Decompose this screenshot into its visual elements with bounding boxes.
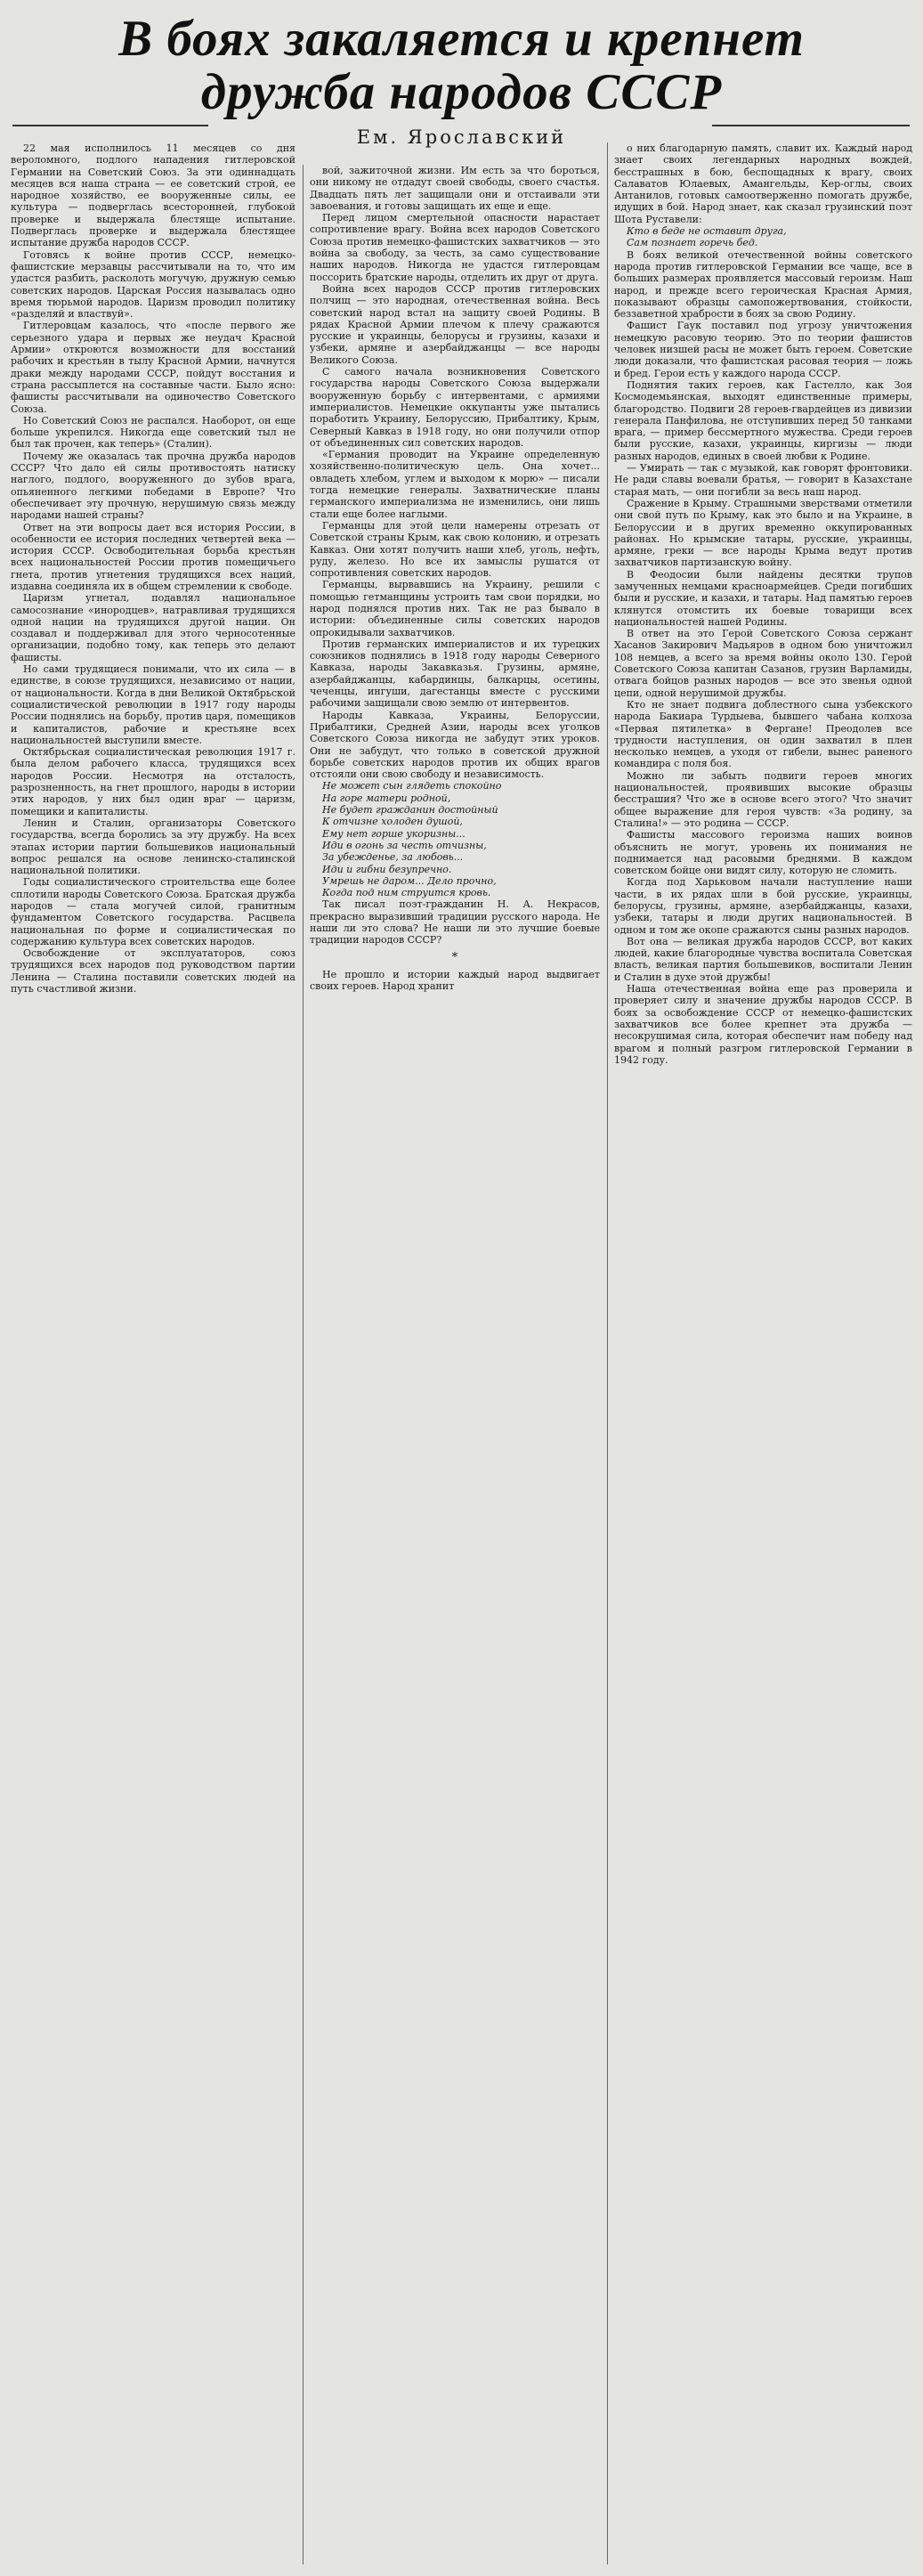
col1-paragraph: Октябрьская социалистическая революция 1917 г. была делом рабочего класса, трудящихся всех народов России. Несмотря на отсталость, разрозненность, на гнет прошлого, народы в истории этих народов, у них был один враг — царизм, помещики и капиталисты.	[11, 746, 296, 817]
article-column-3	[614, 142, 912, 2564]
col3-paragraph: В боях великой отечественной войны советского народа против гитлеровской Германии все чаще, все в больших размерах проявляется массовый героизм. Наш народ, и прежде всего героическая Красная Армия, показывают образцы самопожертвования, стойкости, беззаветной храбрости в боях за свою Родину.	[614, 248, 912, 321]
col2-paragraph: Ему нет горше укоризны...	[322, 827, 466, 840]
col3-paragraph: Фашист Гаук поставил под угрозу уничтожения немецкую расовую теорию. Это по теории фашистов человек низшей расы не может быть героем. Советские люди доказали, что фашистская расовая теория — ложь и бред. Герои есть у каждого народа СССР.	[614, 320, 912, 379]
col2-paragraph: За убежденье, за любовь...	[322, 851, 464, 864]
col2-paragraph: Так писал поэт-гражданин Н. А. Некрасов, прекрасно выразивший традиции русского народа. Не наши ли это слова? Не наши ли это лучшие боевые традиции народов СССР?	[310, 898, 600, 947]
col3-paragraph: Кто в беде не оставит друга,	[627, 225, 787, 238]
col2-paragraph: С самого начала возникновения Советского государства народы Советского Союза выдержали вооруженную борьбу с интервентами, с армиями империалистов. Немецкие оккупанты уже пытались поработить Украину, Белоруссию, Прибалтику, Крым, Северный Кавказ в 1918 году, но они получили отпор от объединенных сил советских народов.	[310, 366, 600, 449]
col3-paragraph: Сражение в Крыму. Страшными зверствами отметили они свой путь по Крыму, как это было и на Украине, в Белоруссии и в других временно оккупированных районах. Но крымские татары, русские, украинцы, армяне, греки — все народы Крыма ведут против захватчиков партизанскую войну.	[614, 497, 912, 569]
col3-paragraph: Сам познает горечь бед.	[627, 237, 758, 249]
headline-line-1: В боях закаляется и крепнет	[118, 11, 805, 67]
article-column-1	[11, 142, 296, 2564]
col3-paragraph: Когда под Харьковом начали наступление наши части, в их рядах шли в бой русские, украинцы, белорусы, грузины, армяне, азербайджанцы, казахи, узбеки, татары и люди других национальностей. В одном и том же окопе сражаются сыны разных народов.	[614, 876, 912, 936]
col1-paragraph: Но Советский Союз не распался. Наоборот, он еще больше укрепился. Никогда еще советский тыл не был так прочен, как теперь» (Сталин).	[11, 414, 296, 451]
headline-line-2: дружба народов СССР	[200, 64, 723, 120]
col2-paragraph: Перед лицом смертельной опасности нарастает сопротивление врагу. Война всех народов Советского Союза против немецко-фашистских захватчиков — это война за свободу, за честь, за само существование наших народов. Никогда не удастся гитлеровцам поссорить братские народы, отделить их друг от друга.	[310, 212, 600, 283]
col2-paragraph: Против германских империалистов и их турецких союзников поднялись в 1918 году народы Северного Кавказа, народы Закавказья. Грузины, армяне, азербайджанцы, кабардинцы, балкарцы, осетины, чеченцы, ингуши, дагестанцы вместе с русскими рабочими защищали свою землю от интервентов.	[310, 638, 600, 710]
byline-rule-right	[712, 125, 910, 126]
col1-paragraph: Но сами трудящиеся понимали, что их сила — в единстве, в союзе трудящихся, независимо от нации, от национальности. Когда в дни Великой Октябрьской социалистической революции в 1917 году народы России поднялись на борьбу, против царя, помещиков и капиталистов, рабочие и крестьяне всех национальностей выступили вместе.	[11, 663, 296, 746]
col2-paragraph: Иди в огонь за честь отчизны,	[322, 839, 487, 851]
col2-paragraph: Германцы для этой цели намерены отрезать от Советской страны Крым, как свою колонию, и отрезать Кавказ. Они хотят получить наши хлеб, уголь, нефть, руду, железо. Но все их замыслы рушатся от сопротивления советских народов.	[310, 519, 600, 580]
col3-paragraph: о них благодарную память, славит их. Каждый народ знает своих легендарных народных вождей, бесстрашных в бою, беспощадных к врагу, своих Салаватов Юлаевых, Амангельды, Кер-оглы, своих Антанилов, готовых самоотверженно помогать дружбе, идущих в бой. Народ знает, как сказал грузинский поэт Шота Руставели:	[614, 142, 912, 225]
col2-paragraph: Иди и гибни безупречно.	[322, 863, 452, 875]
col1-paragraph: Освобождение от эксплуататоров, союз трудящихся всех народов под руководством партии Ленина — Сталина поставили советских людей на путь счастливой жизни.	[11, 947, 296, 995]
col1-paragraph: Гитлеровцам казалось, что «после первого же серьезного удара и первых же неудач Красной Армии» откроются возможности для восстаний рабочих и крестьян в тылу Красной Армии, начнутся драки между народами СССР, пойдут восстания и страна рассыплется на составные части. Было ясно: фашисты рассчитывали на одиночество Советского Союза.	[11, 320, 296, 415]
col2-paragraph: Не может сын глядеть спокойно	[322, 780, 502, 792]
col1-paragraph: Царизм угнетал, подавлял национальное самосознание «инородцев», натравливая трудящихся одной нации на трудящихся другой нации. Он создавал и поддерживал для этого черносотенные организации, подобно тому, как теперь это делают фашисты.	[11, 592, 296, 663]
author-byline: Ем. Ярославский	[356, 126, 567, 148]
column-divider	[607, 142, 608, 2564]
col3-paragraph: В ответ на это Герой Советского Союза сержант Хасанов Закирович Мадьяров в одном бою уничтожил 108 немцев, а всего за время войны около 130. Герой Советского Союза капитан Сазанов, грузин Варламиды, отвага бойцов разных народов — все это звенья одной цепи, одной нерушимой дружбы.	[614, 628, 912, 699]
column-divider	[303, 165, 304, 2564]
col1-paragraph: 22 мая исполнилось 11 месяцев со дня вероломного, подлого нападения гитлеровской Германии на Советский Союз. За эти одиннадцать месяцев вся наша страна — ее советский строй, ее народное хозяйство, ее вооруженные силы, ее культура — подверглась всесторонней, глубокой проверке и выдержала блестяще испытание. Подверглась проверке и выдержала блестящее испытание дружба народов СССР.	[11, 142, 296, 249]
col3-paragraph: Кто не знает подвига доблестного сына узбекского народа Бакиара Турдыева, бывшего чабана колхоза «Первая пятилетка» в Фергане! Преодолев все трудности наступления, он один захватил в плен несколько немцев, а уходя от гибели, вынес раненого командира с поля боя.	[614, 698, 912, 770]
col2-paragraph: Умрешь не даром... Дело прочно,	[322, 874, 497, 887]
col2-paragraph: Не прошло и истории каждый народ выдвигает своих героев. Народ хранит	[310, 968, 600, 993]
col3-paragraph: В Феодосии были найдены десятки трупов замученных немцами красноармейцев. Среди погибших были и русские, и казахи, и татары. Над памятью героев клянутся отомстить их боевые товарищи всех национальностей нашей Родины.	[614, 568, 912, 628]
col3-paragraph: Наша отечественная война еще раз проверила и проверяет силу и значение дружбы народов СССР. В боях за освобождение СССР от немецко-фашистских захватчиков все более крепнет эта дружба — несокрушимая сила, которая обеспечит нам победу над врагом и полный разгром гитлеровской Германии в 1942 году.	[614, 983, 912, 1066]
col3-paragraph: Поднятия таких героев, как Гастелло, как Зоя Космодемьянская, выходят единственные примеры, благородство. Подвиги 28 героев-гвардейцев из дивизии генерала Панфилова, не отступивших перед 50 танками врага, — пример бессмертного мужества. Среди героев были русские, казахи, украинцы, киргизы — люди разных народов, единых в своей любви к Родине.	[614, 378, 912, 462]
col2-paragraph: вой, зажиточной жизни. Им есть за что бороться, они никому не отдадут своей свободы, своего счастья. Двадцать пять лет защищали они и отстаивали эти завоевания, и готовы защищать их еще и еще.	[310, 165, 600, 212]
col1-paragraph: Годы социалистического строительства еще более сплотили народы Советского Союза. Братская дружба народов — стала могучей силой, гранитным фундаментом Советского государства. Расцвела национальная по форме и социалистическая по содержанию культура всех советских народов.	[11, 876, 296, 947]
col2-paragraph: Война всех народов СССР против гитлеровских полчищ — это народная, отечественная война. Весь советский народ встал на защиту своей Родины. В рядах Красной Армии плечом к плечу сражаются русские и украинцы, белорусы и грузины, казахи и узбеки, армяне и азербайджанцы — все народы Великого Союза.	[310, 282, 600, 366]
col3-paragraph: Вот она — великая дружба народов СССР, вот каких людей, какие благородные чувства воспитала Советская власть, великая партия большевиков, воспитали Ленин и Сталин в духе этой дружбы!	[614, 935, 912, 983]
col2-paragraph: Не будет гражданин достойный	[322, 804, 498, 817]
col1-paragraph: Готовясь к войне против СССР, немецко-фашистские мерзавцы рассчитывали на то, что им удастся разбить, расколоть могучую, дружную семью советских народов. Царская Россия называлась одно время тюрьмой народов. Царизм проводил политику «разделяй и властвуй».	[11, 248, 296, 321]
col2-paragraph: *	[451, 950, 458, 964]
col2-paragraph: «Германия проводит на Украине определенную хозяйственно-политическую цель. Она хочет... овладеть хлебом, углем и выходом к морю» — писали тогда немецкие генералы. Захватнические планы германского империализма не изменились, они лишь стали еще более наглыми.	[310, 449, 600, 520]
col1-paragraph: Ленин и Сталин, организаторы Советского государства, всегда боролись за эту дружбу. На всех этапах истории партии большевиков национальный вопрос решался на основе ленинско-сталинской национальной политики.	[11, 817, 296, 877]
article-column-2	[310, 165, 600, 2564]
col2-paragraph: На горе матери родной,	[322, 792, 451, 804]
col2-paragraph: Когда под ним струится кровь.	[322, 887, 491, 899]
col3-paragraph: Можно ли забыть подвиги героев многих национальностей, проявивших высокие образцы бесстрашия? Что же в основе всего этого? Что значит общее выражение для героя чувств: «За родину, за Сталина!» — это родина — СССР.	[614, 769, 912, 829]
col2-paragraph: К отчизне холоден душой,	[322, 816, 463, 828]
col2-paragraph: Народы Кавказа, Украины, Белоруссии, Прибалтики, Средней Азии, народы всех уголков Советского Союза никогда не забудут этих уроков. Они не забудут, что только в советской дружной борьбе советских народов против их общих врагов отстояли они свою свободу и независимость.	[310, 709, 600, 781]
col3-paragraph: Фашисты массового героизма наших воинов объяснить не могут, уровень их понимания не поднимается над расовыми бреднями. В каждом советском бойце они видят силу, которую не сломить.	[614, 829, 912, 877]
col3-paragraph: — Умирать — так с музыкой, как говорят фронтовики. Не ради славы воевали братья, — говорит в Казахстане старая мать, — они погибли за весь наш народ.	[614, 462, 912, 498]
col1-paragraph: Ответ на эти вопросы дает вся история России, в особенности ее история последних четвертей века — история СССР. Освободительная борьба крестьян всех национальностей России против помещичьего гнета, против угнетения трудящихся всех наций, издавна соединяла их в общем стремлении к свободе.	[11, 521, 296, 592]
col2-paragraph: Германцы, вырвавшись на Украину, решили с помощью гетманщины устроить там свои порядки, но народ поднялся против них. Так не раз бывало в истории: объединенные силы советских народов опрокидывали захватчиков.	[310, 579, 600, 638]
col1-paragraph: Почему же оказалась так прочна дружба народов СССР? Что дало ей силы противостоять натиску наглого, подлого, вооруженного до зубов врага, опьяненного легкими победами в Европе? Что обеспечивает эту прочную, нерушимую связь между народами нашей страны?	[11, 450, 296, 522]
